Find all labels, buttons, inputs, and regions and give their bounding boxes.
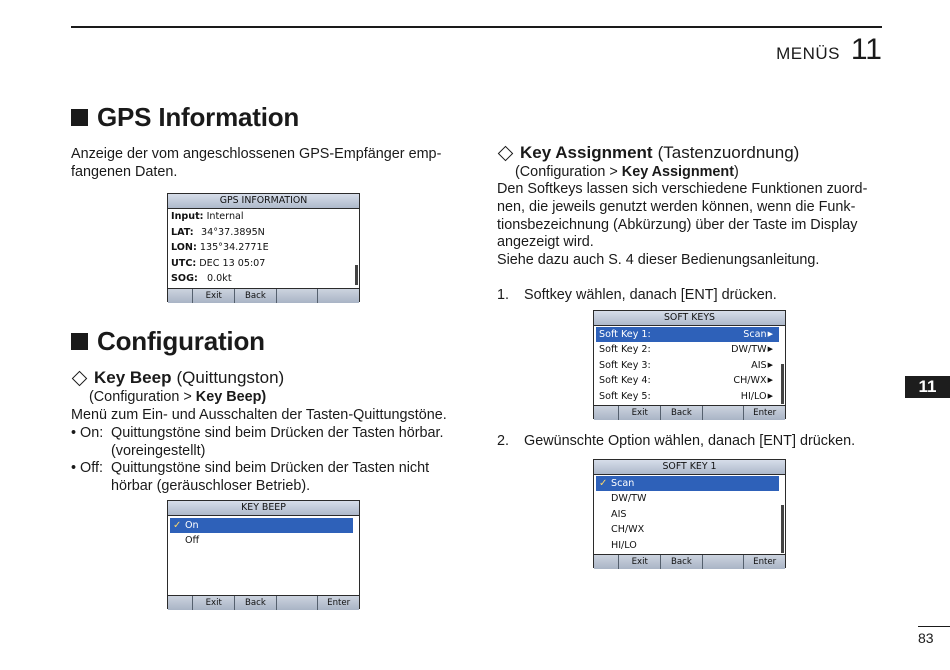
- step-text: Gewünschte Option wählen, danach [ENT] drücken.: [524, 433, 856, 449]
- softkey-blank[interactable]: [702, 406, 744, 420]
- arrow-right-icon: ▶: [767, 360, 773, 369]
- key-beep-screen: [167, 500, 360, 609]
- key-assignment-path: [515, 164, 739, 182]
- soft-keys-screen: [593, 310, 786, 419]
- key-assignment-subtitle: (Tastenzuordnung): [657, 143, 800, 162]
- arrow-right-icon: ▶: [767, 345, 773, 354]
- chapter-number: 11: [850, 33, 882, 66]
- option-label: Scan: [611, 478, 635, 489]
- screen-body: [594, 475, 785, 554]
- row-label: Soft Key 1:: [599, 329, 651, 340]
- softkey-blank[interactable]: [594, 406, 618, 420]
- gps-row-input: [168, 209, 359, 225]
- bullet-text: [111, 425, 444, 461]
- option-label: HI/LO: [611, 539, 637, 551]
- key-beep-desc-line: Menü zum Ein- und Ausschalten der Tasten-Quittungstöne.: [71, 407, 447, 423]
- bullet-line: Quittungstöne sind beim Drücken der Tasten hörbar.: [111, 424, 444, 441]
- screen-title: GPS INFORMATION: [168, 194, 359, 209]
- square-bullet-icon: [71, 333, 88, 350]
- softkey-blank[interactable]: [317, 289, 359, 303]
- diamond-bullet-icon: [498, 145, 514, 161]
- gps-row-lat: [168, 225, 359, 241]
- row-label: Input:: [171, 211, 204, 223]
- checkmark-icon: ✓: [599, 478, 608, 489]
- softkey-blank[interactable]: [594, 555, 618, 569]
- arrow-right-icon: ▶: [767, 330, 773, 338]
- gps-row-lon: [168, 240, 359, 256]
- row-label: LON:: [171, 242, 197, 254]
- ka-desc-line: Den Softkeys lassen sich verschiedene Funktionen zuord-: [497, 181, 868, 197]
- path-bold: Key Beep): [195, 389, 267, 405]
- option-label: DW/TW: [611, 493, 647, 505]
- row-value: DEC 13 05:07: [199, 257, 266, 269]
- row-value: Scan: [743, 329, 767, 340]
- scrollbar[interactable]: [781, 505, 784, 553]
- softkey-exit[interactable]: Exit: [618, 406, 660, 420]
- gps-row-utc: [168, 256, 359, 272]
- path-bold: Key Assignment: [621, 164, 735, 180]
- bullet-on: [71, 425, 471, 461]
- key-beep-description: [71, 407, 471, 496]
- scrollbar[interactable]: [355, 265, 358, 285]
- bullet-line: hörbar (geräuschloser Betrieb).: [111, 478, 311, 495]
- row-label: SOG:: [171, 273, 198, 285]
- option-label: On: [185, 520, 199, 531]
- bullet-line: Quittungstöne sind beim Drücken der Tasten nicht: [111, 460, 430, 477]
- key-beep-subtitle: (Quittungston): [176, 368, 285, 387]
- softkey-exit[interactable]: Exit: [192, 596, 234, 610]
- row-value: 135°34.2771E: [199, 242, 269, 254]
- softkey-blank[interactable]: [168, 289, 192, 303]
- option-off[interactable]: [170, 533, 353, 548]
- ka-desc-line: nen, die jeweils genutzt werden können, wenn die Funk-: [497, 198, 856, 215]
- soft-key-row-3[interactable]: [596, 358, 779, 373]
- softkey-enter[interactable]: Enter: [743, 406, 785, 420]
- softkey-exit[interactable]: Exit: [192, 289, 234, 303]
- chapter-label: MENÜS: [776, 44, 840, 63]
- checkmark-icon: ✓: [173, 520, 182, 531]
- gps-heading: [71, 102, 299, 133]
- gps-information-screen: [167, 193, 360, 302]
- square-bullet-icon: [71, 109, 88, 126]
- step-number: 2.: [497, 433, 510, 449]
- footer-rule: [918, 626, 950, 627]
- softkey-bar: [168, 595, 359, 610]
- screen-title: KEY BEEP: [168, 501, 359, 516]
- step-2: [497, 433, 855, 451]
- step-text: Softkey wählen, danach [ENT] drücken.: [524, 287, 777, 303]
- bullet-key: • On:: [71, 424, 104, 441]
- row-label: UTC:: [171, 257, 197, 269]
- configuration-heading: [71, 326, 265, 357]
- softkey-bar: [594, 554, 785, 569]
- path-prefix: (Configuration >: [89, 389, 196, 405]
- option-dwtw[interactable]: [596, 491, 779, 506]
- soft-key-row-4[interactable]: [596, 373, 779, 388]
- row-value: 34°37.3895N: [201, 226, 265, 238]
- bullet-off: [71, 460, 471, 496]
- key-beep-title: Key Beep: [94, 368, 172, 387]
- soft-key-row-2[interactable]: [596, 342, 779, 357]
- soft-key-1-screen: [593, 459, 786, 568]
- gps-desc-line: fangenen Daten.: [71, 163, 178, 180]
- softkey-enter[interactable]: Enter: [743, 555, 785, 569]
- softkey-blank[interactable]: [168, 596, 192, 610]
- softkey-blank[interactable]: [276, 289, 318, 303]
- screen-body: [168, 516, 359, 595]
- row-value: HI/LO: [740, 390, 767, 402]
- option-hilo[interactable]: [596, 538, 779, 553]
- row-value: AIS: [751, 359, 767, 371]
- option-on[interactable]: [170, 518, 353, 533]
- page-number: 83: [918, 630, 934, 646]
- gps-row-sog: [168, 271, 359, 287]
- ka-desc-line: tionsbezeichnung (Abkürzung) über der Taste im Display: [497, 216, 858, 233]
- option-ais[interactable]: [596, 507, 779, 522]
- softkey-back[interactable]: Back: [660, 555, 702, 569]
- option-chwx[interactable]: [596, 522, 779, 537]
- option-label: Off: [185, 535, 200, 547]
- key-beep-path: [89, 389, 266, 407]
- key-assignment-heading: [497, 143, 799, 163]
- row-label: Soft Key 2:: [599, 344, 651, 356]
- step-1: [497, 287, 777, 305]
- row-value: DW/TW: [731, 344, 767, 356]
- soft-key-row-1[interactable]: [596, 327, 779, 342]
- bullet-text: [111, 460, 429, 496]
- screen-body: [168, 209, 359, 288]
- arrow-right-icon: ▶: [767, 376, 773, 385]
- ka-desc-line: Siehe dazu auch S. 4 dieser Bedienungsanleitung.: [497, 252, 820, 269]
- chapter-side-tab: 11: [905, 376, 950, 398]
- option-scan[interactable]: [596, 476, 779, 491]
- row-label: LAT:: [171, 226, 194, 238]
- softkey-back[interactable]: Back: [660, 406, 702, 420]
- row-label: Soft Key 3:: [599, 359, 651, 371]
- softkey-back[interactable]: Back: [234, 596, 276, 610]
- softkey-bar: [168, 288, 359, 303]
- path-suffix: ): [734, 164, 739, 180]
- softkey-blank[interactable]: [702, 555, 744, 569]
- key-beep-heading: [71, 368, 284, 388]
- row-label: Soft Key 5:: [599, 390, 651, 402]
- key-assignment-description: [497, 181, 887, 270]
- screen-title: SOFT KEYS: [594, 311, 785, 326]
- screen-title: SOFT KEY 1: [594, 460, 785, 475]
- row-value: CH/WX: [733, 375, 767, 387]
- gps-heading-text: GPS Information: [97, 102, 300, 132]
- arrow-right-icon: ▶: [767, 391, 773, 400]
- soft-key-row-5[interactable]: [596, 389, 779, 404]
- softkey-bar: [594, 405, 785, 420]
- bullet-key: • Off:: [71, 460, 103, 477]
- key-assignment-title: Key Assignment: [520, 143, 653, 162]
- path-prefix: (Configuration >: [515, 164, 622, 180]
- row-value: Internal: [206, 211, 244, 223]
- ka-desc-line: angezeigt wird.: [497, 234, 594, 251]
- softkey-blank[interactable]: [276, 596, 318, 610]
- configuration-heading-text: Configuration: [97, 326, 265, 356]
- header-rule: [71, 26, 882, 28]
- screen-body: [594, 326, 785, 405]
- gps-desc-line: Anzeige der vom angeschlossenen GPS-Empfänger emp-: [71, 146, 442, 162]
- diamond-bullet-icon: [72, 370, 88, 386]
- softkey-back[interactable]: Back: [234, 289, 276, 303]
- option-label: AIS: [611, 508, 627, 520]
- gps-description: [71, 146, 441, 182]
- step-number: 1.: [497, 287, 510, 303]
- option-label: CH/WX: [611, 524, 645, 536]
- softkey-exit[interactable]: Exit: [618, 555, 660, 569]
- bullet-line: (voreingestellt): [111, 442, 206, 459]
- scrollbar[interactable]: [781, 364, 784, 404]
- softkey-enter[interactable]: Enter: [317, 596, 359, 610]
- row-value: 0.0kt: [207, 273, 232, 285]
- row-label: Soft Key 4:: [599, 375, 651, 387]
